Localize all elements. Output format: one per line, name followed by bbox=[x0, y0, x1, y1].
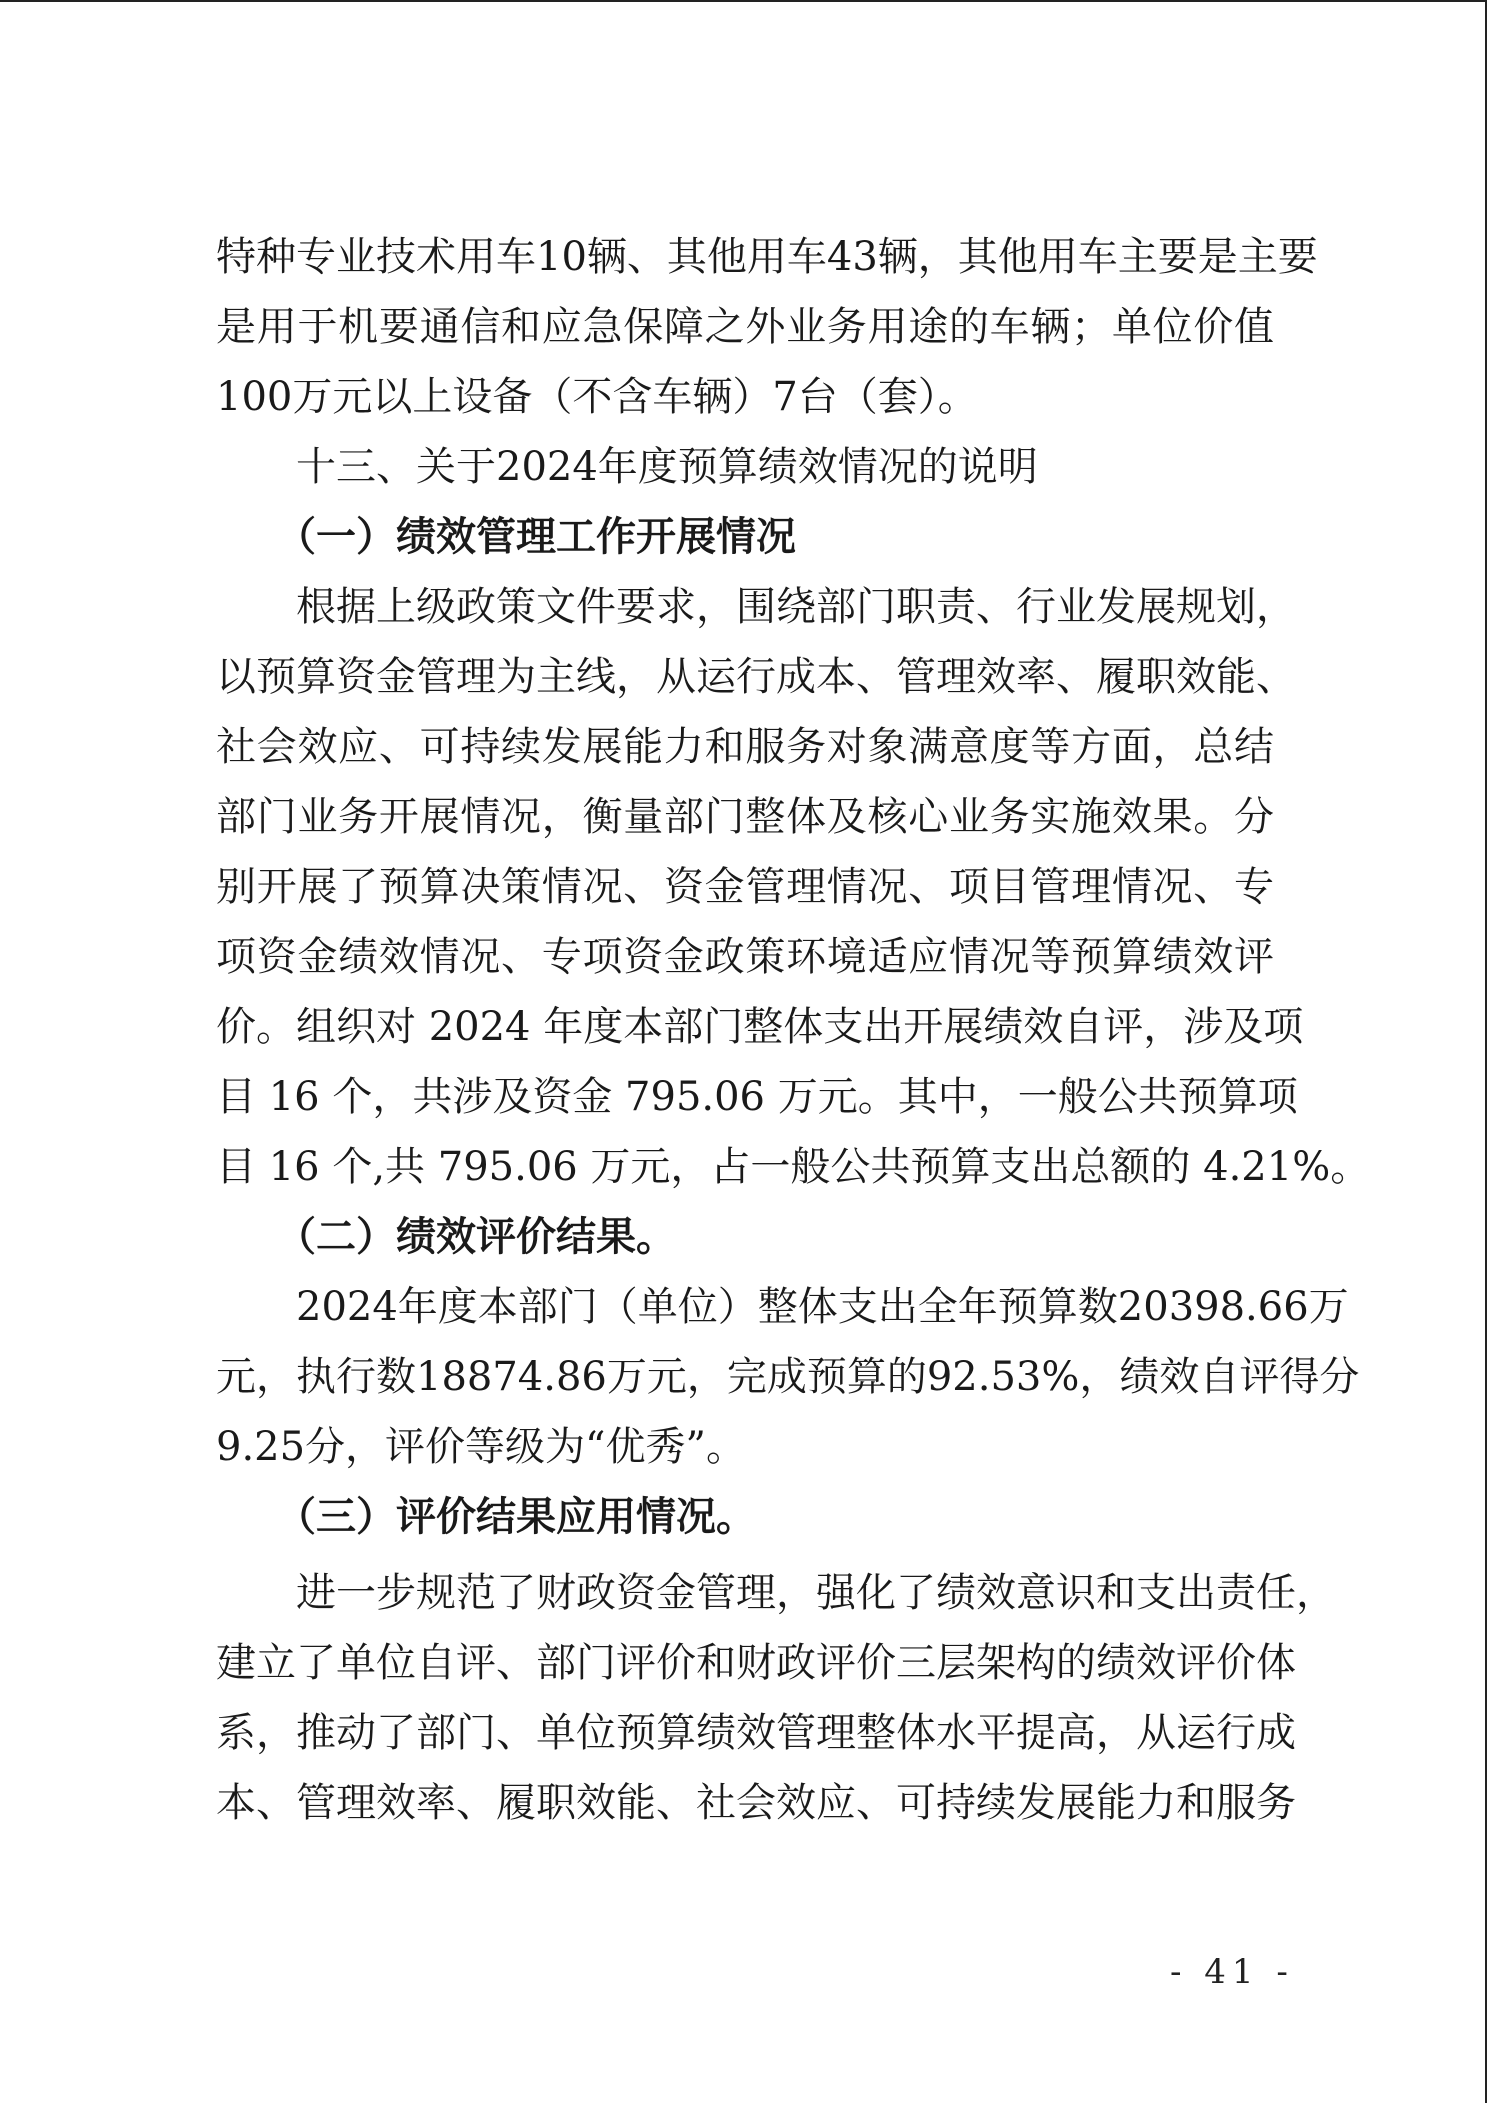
section-title: 十三、关于2024年度预算绩效情况的说明 bbox=[296, 444, 1038, 490]
subsection-heading-1 bbox=[216, 502, 1274, 572]
paragraph-result-application bbox=[216, 1558, 1336, 1838]
text-line: 元，执行数18874.86万元，完成预算的92.53%，绩效自评得分 bbox=[216, 1354, 1360, 1400]
text-line: 建立了单位自评、部门评价和财政评价三层架构的绩效评价体 bbox=[216, 1640, 1296, 1686]
paragraph-performance-management bbox=[216, 572, 1371, 1202]
paragraph-evaluation-result bbox=[216, 1272, 1360, 1482]
text-line: 是用于机要通信和应急保障之外业务用途的车辆；单位价值 bbox=[216, 304, 1274, 350]
page-number: - 41 - bbox=[1170, 1952, 1294, 1992]
paragraph-vehicles bbox=[216, 222, 1318, 432]
text-line: 本、管理效率、履职效能、社会效应、可持续发展能力和服务 bbox=[216, 1780, 1296, 1826]
text-line: 目 16 个，共涉及资金 795.06 万元。其中，一般公共预算项 bbox=[216, 1074, 1298, 1120]
text-line: 目 16 个,共 795.06 万元，占一般公共预算支出总额的 4.21%。 bbox=[216, 1144, 1371, 1190]
text-line: 别开展了预算决策情况、资金管理情况、项目管理情况、专 bbox=[216, 864, 1274, 910]
subsection-heading-3 bbox=[216, 1482, 1274, 1552]
text-line: 2024年度本部门（单位）整体支出全年预算数20398.66万 bbox=[296, 1284, 1349, 1330]
text-line: 价。组织对 2024 年度本部门整体支出开展绩效自评，涉及项 bbox=[216, 1004, 1304, 1050]
text-line: 社会效应、可持续发展能力和服务对象满意度等方面，总结 bbox=[216, 724, 1274, 770]
text-line: 根据上级政策文件要求，围绕部门职责、行业发展规划， bbox=[296, 584, 1296, 630]
text-line: 进一步规范了财政资金管理，强化了绩效意识和支出责任， bbox=[296, 1570, 1336, 1616]
text-line: 项资金绩效情况、专项资金政策环境适应情况等预算绩效评 bbox=[216, 934, 1274, 980]
subsection-title: （一）绩效管理工作开展情况 bbox=[276, 513, 796, 560]
text-line: 以预算资金管理为主线，从运行成本、管理效率、履职效能、 bbox=[216, 654, 1296, 700]
subsection-title: （二）绩效评价结果。 bbox=[276, 1213, 676, 1260]
text-line: 9.25分，评价等级为“优秀”。 bbox=[216, 1424, 746, 1470]
subsection-heading-2 bbox=[216, 1202, 1274, 1272]
text-line: 100万元以上设备（不含车辆）7台（套）。 bbox=[216, 374, 978, 420]
text-line: 部门业务开展情况，衡量部门整体及核心业务实施效果。分 bbox=[216, 794, 1274, 840]
text-line: 特种专业技术用车10辆、其他用车43辆，其他用车主要是主要 bbox=[216, 234, 1318, 280]
document-body bbox=[216, 222, 1371, 1838]
subsection-title: （三）评价结果应用情况。 bbox=[276, 1493, 756, 1540]
section-heading-13 bbox=[216, 432, 1274, 502]
text-line: 系，推动了部门、单位预算绩效管理整体水平提高，从运行成 bbox=[216, 1710, 1296, 1756]
